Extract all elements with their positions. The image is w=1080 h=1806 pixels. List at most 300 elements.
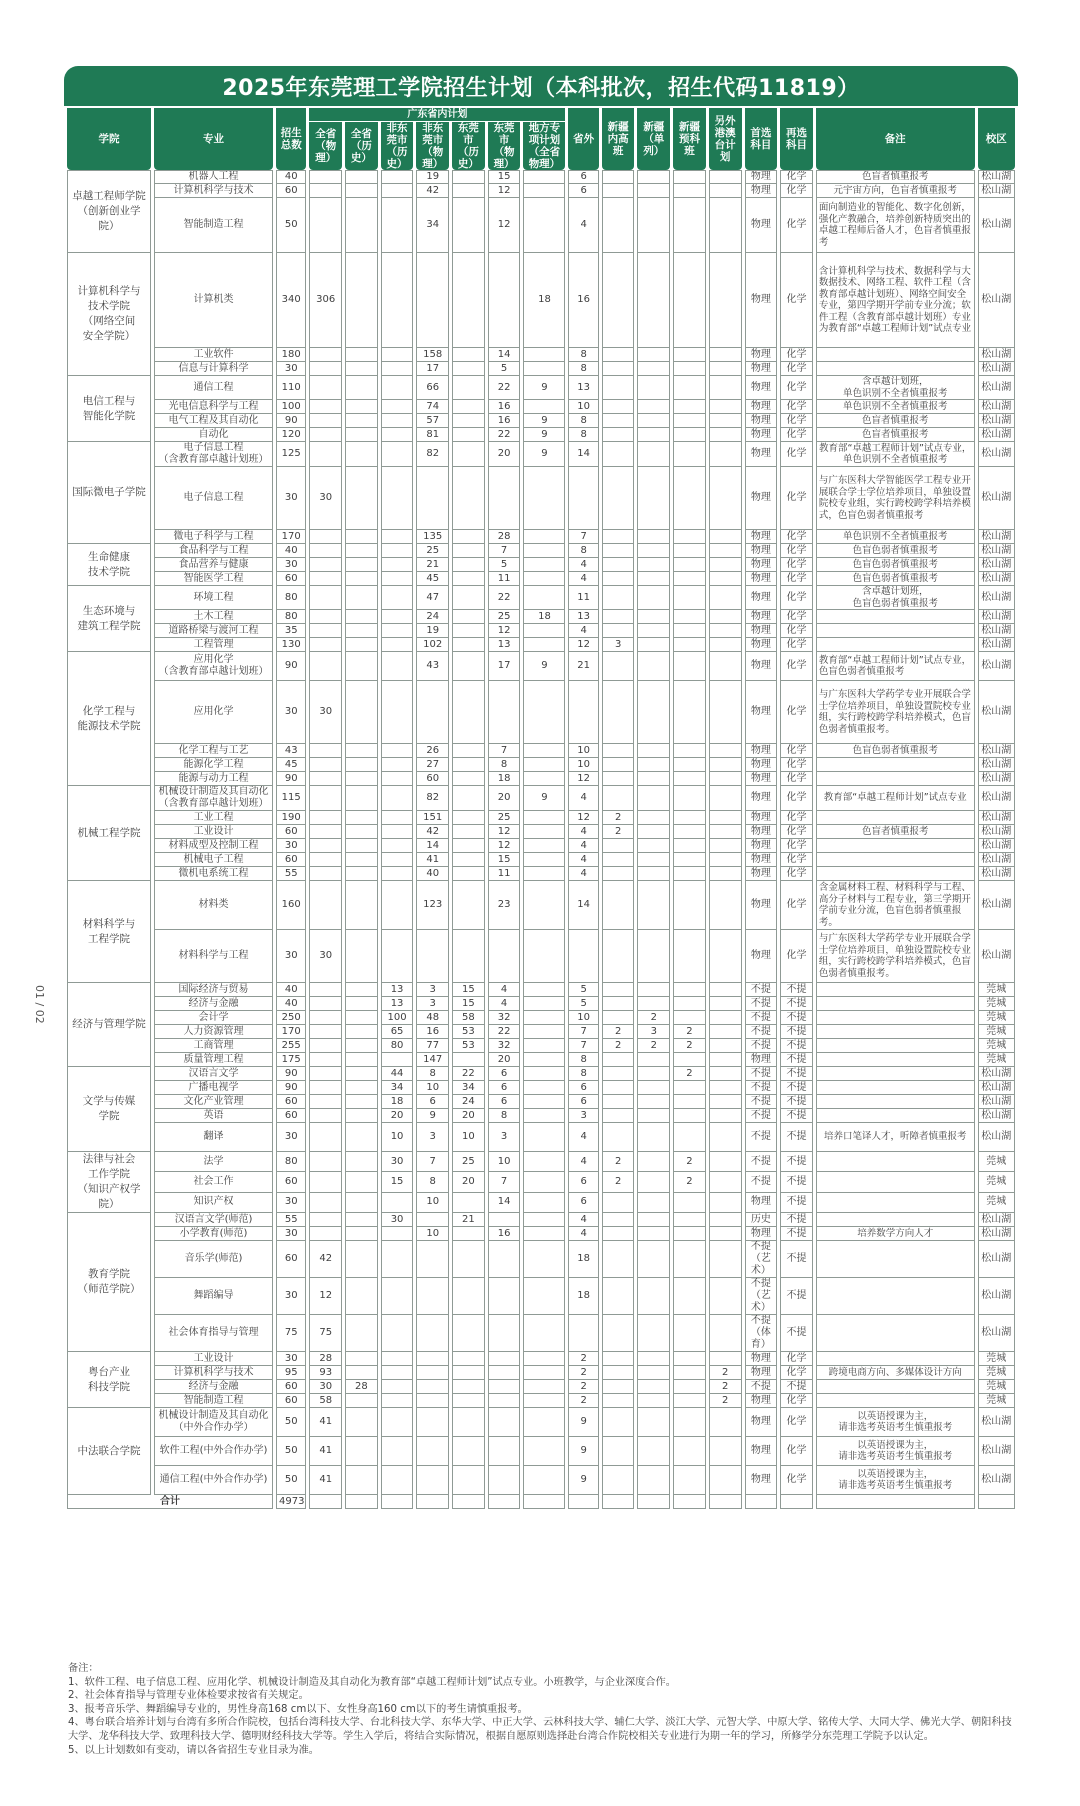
second-subject-cell: 不提 bbox=[780, 1095, 813, 1109]
xj-inner-cell bbox=[602, 1278, 635, 1315]
total-empty-cell bbox=[416, 1495, 449, 1509]
first-subject-cell: 不提 bbox=[745, 1039, 778, 1053]
all-physics-cell: 41 bbox=[309, 1437, 342, 1466]
outside-cell: 5 bbox=[568, 983, 598, 997]
xj-single-cell bbox=[637, 1466, 670, 1495]
table-row bbox=[67, 1352, 1015, 1366]
campus-cell: 松山湖 bbox=[978, 624, 1015, 638]
total-cell: 90 bbox=[276, 1067, 306, 1081]
xj-prep-cell bbox=[673, 253, 706, 348]
xj-inner-cell: 2 bbox=[602, 1039, 635, 1053]
local-special-cell bbox=[523, 558, 565, 572]
outside-cell: 4 bbox=[568, 1213, 598, 1227]
col-campus: 校区 bbox=[978, 108, 1015, 170]
total-cell: 40 bbox=[276, 544, 306, 558]
major-cell: 通信工程(中外合作办学) bbox=[154, 1466, 273, 1495]
first-subject-cell: 物理 bbox=[745, 1193, 778, 1213]
major-cell: 经济与金融 bbox=[154, 997, 273, 1011]
hmt-cell bbox=[709, 400, 742, 414]
all-history-cell bbox=[345, 1109, 378, 1123]
campus-cell: 莞城 bbox=[978, 1352, 1015, 1366]
campus-cell: 松山湖 bbox=[978, 544, 1015, 558]
col-local-special: 地方专项计划（全省物理） bbox=[523, 122, 565, 170]
outside-cell: 6 bbox=[568, 1172, 598, 1192]
dg-physics-cell bbox=[488, 1241, 521, 1278]
table-row bbox=[67, 786, 1015, 811]
major-cell: 会计学 bbox=[154, 1011, 273, 1025]
table-row bbox=[67, 1408, 1015, 1437]
nondg-history-cell bbox=[381, 400, 414, 414]
hmt-cell bbox=[709, 558, 742, 572]
second-subject-cell: 不提 bbox=[780, 1053, 813, 1067]
campus-cell: 松山湖 bbox=[978, 786, 1015, 811]
table-row bbox=[67, 1315, 1015, 1352]
local-special-cell bbox=[523, 362, 565, 376]
college-cell: 卓越工程师学院 （创新创业学院） bbox=[67, 170, 151, 253]
xj-single-cell bbox=[637, 530, 670, 544]
remark-cell bbox=[816, 1053, 975, 1067]
all-history-cell bbox=[345, 198, 378, 253]
first-subject-cell: 物理 bbox=[745, 1437, 778, 1466]
first-subject-cell: 物理 bbox=[745, 558, 778, 572]
major-cell: 国际经济与贸易 bbox=[154, 983, 273, 997]
all-history-cell bbox=[345, 1172, 378, 1192]
xj-prep-cell: 2 bbox=[673, 1025, 706, 1039]
hmt-cell bbox=[709, 586, 742, 610]
nondg-history-cell bbox=[381, 1437, 414, 1466]
total-cell: 90 bbox=[276, 772, 306, 786]
remark-cell: 单色识别不全者慎重报考 bbox=[816, 530, 975, 544]
hmt-cell bbox=[709, 544, 742, 558]
major-cell: 舞蹈编导 bbox=[154, 1278, 273, 1315]
notes-block bbox=[68, 1662, 1018, 1757]
hmt-cell bbox=[709, 610, 742, 624]
dg-history-cell bbox=[452, 442, 485, 467]
first-subject-cell: 物理 bbox=[745, 652, 778, 681]
nondg-history-cell bbox=[381, 572, 414, 586]
local-special-cell bbox=[523, 997, 565, 1011]
outside-cell: 7 bbox=[568, 1039, 598, 1053]
xj-single-cell: 3 bbox=[637, 1025, 670, 1039]
nondg-physics-cell: 123 bbox=[416, 881, 449, 930]
total-cell: 60 bbox=[276, 825, 306, 839]
table-row bbox=[67, 997, 1015, 1011]
first-subject-cell: 物理 bbox=[745, 853, 778, 867]
remark-cell bbox=[816, 1152, 975, 1172]
total-cell: 60 bbox=[276, 572, 306, 586]
xj-single-cell bbox=[637, 170, 670, 184]
local-special-cell bbox=[523, 853, 565, 867]
dg-physics-cell: 22 bbox=[488, 586, 521, 610]
campus-cell: 松山湖 bbox=[978, 811, 1015, 825]
xj-prep-cell bbox=[673, 414, 706, 428]
nondg-physics-cell: 10 bbox=[416, 1227, 449, 1241]
campus-cell: 莞城 bbox=[978, 997, 1015, 1011]
all-physics-cell bbox=[309, 414, 342, 428]
all-physics-cell bbox=[309, 1152, 342, 1172]
nondg-physics-cell: 47 bbox=[416, 586, 449, 610]
all-history-cell bbox=[345, 652, 378, 681]
campus-cell: 松山湖 bbox=[978, 1123, 1015, 1152]
total-cell: 95 bbox=[276, 1366, 306, 1380]
major-cell: 自动化 bbox=[154, 428, 273, 442]
campus-cell: 松山湖 bbox=[978, 1109, 1015, 1123]
second-subject-cell: 不提 bbox=[780, 1193, 813, 1213]
xj-inner-cell bbox=[602, 853, 635, 867]
total-cell: 90 bbox=[276, 1081, 306, 1095]
campus-cell: 松山湖 bbox=[978, 1466, 1015, 1495]
xj-inner-cell bbox=[602, 744, 635, 758]
all-physics-cell bbox=[309, 1213, 342, 1227]
nondg-physics-cell: 45 bbox=[416, 572, 449, 586]
campus-cell: 松山湖 bbox=[978, 198, 1015, 253]
table-row bbox=[67, 825, 1015, 839]
first-subject-cell: 不提 bbox=[745, 983, 778, 997]
xj-prep-cell bbox=[673, 586, 706, 610]
first-subject-cell: 不提 （艺术） bbox=[745, 1241, 778, 1278]
xj-inner-cell bbox=[602, 758, 635, 772]
nondg-history-cell: 10 bbox=[381, 1123, 414, 1152]
college-cell: 化学工程与 能源技术学院 bbox=[67, 652, 151, 786]
local-special-cell bbox=[523, 1366, 565, 1380]
first-subject-cell: 物理 bbox=[745, 772, 778, 786]
all-physics-cell: 42 bbox=[309, 1241, 342, 1278]
major-cell: 机器人工程 bbox=[154, 170, 273, 184]
table-row bbox=[67, 1437, 1015, 1466]
nondg-history-cell bbox=[381, 867, 414, 881]
second-subject-cell: 化学 bbox=[780, 681, 813, 744]
second-subject-cell: 不提 bbox=[780, 1039, 813, 1053]
hmt-cell: 2 bbox=[709, 1366, 742, 1380]
major-cell: 能源化学工程 bbox=[154, 758, 273, 772]
xj-inner-cell bbox=[602, 1394, 635, 1408]
second-subject-cell: 化学 bbox=[780, 544, 813, 558]
all-history-cell bbox=[345, 624, 378, 638]
local-special-cell bbox=[523, 811, 565, 825]
col-first-subject: 首选科目 bbox=[745, 108, 778, 170]
total-cell: 80 bbox=[276, 586, 306, 610]
xj-inner-cell bbox=[602, 1366, 635, 1380]
total-cell: 80 bbox=[276, 1152, 306, 1172]
all-history-cell bbox=[345, 758, 378, 772]
outside-cell: 14 bbox=[568, 442, 598, 467]
xj-prep-cell bbox=[673, 400, 706, 414]
xj-prep-cell bbox=[673, 610, 706, 624]
dg-physics-cell: 11 bbox=[488, 867, 521, 881]
nondg-history-cell bbox=[381, 348, 414, 362]
first-subject-cell: 物理 bbox=[745, 758, 778, 772]
remark-cell bbox=[816, 983, 975, 997]
major-cell: 工业软件 bbox=[154, 348, 273, 362]
nondg-history-cell bbox=[381, 1193, 414, 1213]
all-physics-cell: 28 bbox=[309, 1352, 342, 1366]
total-cell: 60 bbox=[276, 184, 306, 198]
table-row bbox=[67, 544, 1015, 558]
col-total: 招生总数 bbox=[276, 108, 306, 170]
xj-single-cell bbox=[637, 428, 670, 442]
xj-prep-cell bbox=[673, 930, 706, 983]
nondg-physics-cell bbox=[416, 1394, 449, 1408]
nondg-physics-cell bbox=[416, 1213, 449, 1227]
major-cell: 软件工程(中外合作办学) bbox=[154, 1437, 273, 1466]
all-history-cell bbox=[345, 400, 378, 414]
all-physics-cell: 30 bbox=[309, 1380, 342, 1394]
hmt-cell bbox=[709, 198, 742, 253]
xj-single-cell bbox=[637, 1172, 670, 1192]
dg-history-cell: 22 bbox=[452, 1067, 485, 1081]
nondg-physics-cell: 41 bbox=[416, 853, 449, 867]
hmt-cell bbox=[709, 825, 742, 839]
remark-cell bbox=[816, 1109, 975, 1123]
outside-cell: 6 bbox=[568, 184, 598, 198]
local-special-cell bbox=[523, 744, 565, 758]
nondg-physics-cell: 17 bbox=[416, 362, 449, 376]
all-physics-cell bbox=[309, 442, 342, 467]
xj-single-cell bbox=[637, 348, 670, 362]
dg-physics-cell: 20 bbox=[488, 786, 521, 811]
table-row bbox=[67, 930, 1015, 983]
college-cell: 经济与管理学院 bbox=[67, 983, 151, 1067]
local-special-cell bbox=[523, 530, 565, 544]
hmt-cell bbox=[709, 428, 742, 442]
all-history-cell bbox=[345, 1193, 378, 1213]
local-special-cell bbox=[523, 681, 565, 744]
table-row bbox=[67, 1123, 1015, 1152]
dg-physics-cell: 12 bbox=[488, 825, 521, 839]
nondg-history-cell bbox=[381, 638, 414, 652]
dg-physics-cell: 13 bbox=[488, 638, 521, 652]
xj-inner-cell bbox=[602, 881, 635, 930]
local-special-cell bbox=[523, 1053, 565, 1067]
xj-inner-cell bbox=[602, 1067, 635, 1081]
major-cell: 汉语言文学 bbox=[154, 1067, 273, 1081]
nondg-physics-cell: 147 bbox=[416, 1053, 449, 1067]
table-row bbox=[67, 867, 1015, 881]
table-row bbox=[67, 1152, 1015, 1172]
nondg-history-cell bbox=[381, 610, 414, 624]
hmt-cell bbox=[709, 376, 742, 400]
second-subject-cell: 化学 bbox=[780, 198, 813, 253]
second-subject-cell: 不提 bbox=[780, 1067, 813, 1081]
campus-cell: 松山湖 bbox=[978, 376, 1015, 400]
campus-cell: 莞城 bbox=[978, 1394, 1015, 1408]
nondg-physics-cell bbox=[416, 1380, 449, 1394]
all-history-cell bbox=[345, 1123, 378, 1152]
table-row bbox=[67, 1053, 1015, 1067]
total-empty-cell bbox=[452, 1495, 485, 1509]
total-cell: 50 bbox=[276, 198, 306, 253]
campus-cell: 松山湖 bbox=[978, 681, 1015, 744]
outside-cell: 4 bbox=[568, 558, 598, 572]
nondg-physics-cell: 57 bbox=[416, 414, 449, 428]
col-xj-single: 新疆（单列） bbox=[637, 108, 670, 170]
nondg-physics-cell: 40 bbox=[416, 867, 449, 881]
nondg-history-cell bbox=[381, 1466, 414, 1495]
major-cell: 机械设计制造及其自动化 （中外合作办学） bbox=[154, 1408, 273, 1437]
second-subject-cell: 化学 bbox=[780, 376, 813, 400]
nondg-physics-cell: 81 bbox=[416, 428, 449, 442]
xj-inner-cell: 2 bbox=[602, 825, 635, 839]
outside-cell: 7 bbox=[568, 530, 598, 544]
nondg-history-cell: 100 bbox=[381, 1011, 414, 1025]
nondg-history-cell bbox=[381, 624, 414, 638]
nondg-physics-cell bbox=[416, 1315, 449, 1352]
outside-cell bbox=[568, 467, 598, 530]
all-physics-cell bbox=[309, 1081, 342, 1095]
nondg-physics-cell: 14 bbox=[416, 839, 449, 853]
all-physics-cell: 75 bbox=[309, 1315, 342, 1352]
xj-prep-cell bbox=[673, 1466, 706, 1495]
local-special-cell bbox=[523, 930, 565, 983]
hmt-cell bbox=[709, 652, 742, 681]
major-cell: 机械电子工程 bbox=[154, 853, 273, 867]
total-cell: 30 bbox=[276, 1193, 306, 1213]
all-physics-cell bbox=[309, 997, 342, 1011]
first-subject-cell: 物理 bbox=[745, 467, 778, 530]
all-history-cell bbox=[345, 786, 378, 811]
first-subject-cell: 不提 bbox=[745, 1067, 778, 1081]
college-cell: 中法联合学院 bbox=[67, 1408, 151, 1495]
total-cell: 45 bbox=[276, 758, 306, 772]
second-subject-cell: 化学 bbox=[780, 572, 813, 586]
second-subject-cell: 不提 bbox=[780, 1025, 813, 1039]
nondg-physics-cell bbox=[416, 930, 449, 983]
dg-history-cell: 24 bbox=[452, 1095, 485, 1109]
nondg-physics-cell bbox=[416, 1466, 449, 1495]
note-item: 2、社会体育指导与管理专业体检要求按省有关规定。 bbox=[68, 1690, 309, 1702]
outside-cell: 5 bbox=[568, 997, 598, 1011]
xj-prep-cell bbox=[673, 544, 706, 558]
nondg-physics-cell: 102 bbox=[416, 638, 449, 652]
first-subject-cell: 物理 bbox=[745, 681, 778, 744]
campus-cell: 松山湖 bbox=[978, 1241, 1015, 1278]
second-subject-cell: 不提 bbox=[780, 1011, 813, 1025]
campus-cell: 松山湖 bbox=[978, 638, 1015, 652]
total-cell: 50 bbox=[276, 1466, 306, 1495]
hmt-cell bbox=[709, 572, 742, 586]
total-cell: 30 bbox=[276, 1227, 306, 1241]
table-row bbox=[67, 170, 1015, 184]
total-cell: 90 bbox=[276, 652, 306, 681]
first-subject-cell: 不提 bbox=[745, 1095, 778, 1109]
second-subject-cell: 化学 bbox=[780, 170, 813, 184]
xj-inner-cell bbox=[602, 930, 635, 983]
remark-cell bbox=[816, 1095, 975, 1109]
major-cell: 知识产权 bbox=[154, 1193, 273, 1213]
dg-physics-cell: 10 bbox=[488, 1152, 521, 1172]
xj-inner-cell bbox=[602, 558, 635, 572]
all-history-cell bbox=[345, 362, 378, 376]
nondg-physics-cell: 3 bbox=[416, 1123, 449, 1152]
major-cell: 广播电视学 bbox=[154, 1081, 273, 1095]
xj-single-cell bbox=[637, 638, 670, 652]
total-row bbox=[67, 1495, 1015, 1509]
table-row bbox=[67, 558, 1015, 572]
xj-single-cell bbox=[637, 1278, 670, 1315]
dg-history-cell: 20 bbox=[452, 1109, 485, 1123]
first-subject-cell: 物理 bbox=[745, 442, 778, 467]
all-history-cell bbox=[345, 572, 378, 586]
local-special-cell bbox=[523, 638, 565, 652]
total-cell: 60 bbox=[276, 1172, 306, 1192]
dg-history-cell bbox=[452, 558, 485, 572]
dg-history-cell bbox=[452, 376, 485, 400]
campus-cell: 松山湖 bbox=[978, 170, 1015, 184]
xj-single-cell bbox=[637, 1081, 670, 1095]
major-cell: 音乐学(师范) bbox=[154, 1241, 273, 1278]
total-cell: 125 bbox=[276, 442, 306, 467]
campus-cell: 松山湖 bbox=[978, 853, 1015, 867]
remark-cell bbox=[816, 811, 975, 825]
xj-single-cell bbox=[637, 983, 670, 997]
table-row bbox=[67, 348, 1015, 362]
campus-cell: 松山湖 bbox=[978, 1315, 1015, 1352]
campus-cell: 莞城 bbox=[978, 1380, 1015, 1394]
all-physics-cell bbox=[309, 610, 342, 624]
outside-cell: 10 bbox=[568, 758, 598, 772]
local-special-cell: 18 bbox=[523, 610, 565, 624]
xj-inner-cell bbox=[602, 1380, 635, 1394]
col-dg-physics: 东莞市（物理） bbox=[488, 122, 521, 170]
nondg-history-cell bbox=[381, 1053, 414, 1067]
nondg-history-cell: 30 bbox=[381, 1152, 414, 1172]
all-history-cell bbox=[345, 184, 378, 198]
hmt-cell bbox=[709, 881, 742, 930]
total-cell: 35 bbox=[276, 624, 306, 638]
outside-cell: 16 bbox=[568, 253, 598, 348]
campus-cell: 松山湖 bbox=[978, 1278, 1015, 1315]
all-physics-cell bbox=[309, 572, 342, 586]
nondg-physics-cell: 135 bbox=[416, 530, 449, 544]
table-row bbox=[67, 362, 1015, 376]
xj-single-cell bbox=[637, 1213, 670, 1227]
dg-history-cell: 53 bbox=[452, 1039, 485, 1053]
note-item: 4、粤台联合培养计划与台湾有多所合作院校，包括台湾科技大学、台北科技大学、东华大学、中正大学、云林科技大学、辅仁大学、淡江大学、元智大学、中原大学、铭传大学、大同大学、佛光大学、朝阳科技大学、龙华科技大学、致理科技大学、德明财经科技大学等。学生入学后，将结合实际情况，根据自愿原则选择赴台湾合作院校相关专业进行为期一年的学习，所修学分东莞理工学院予以认定。 bbox=[68, 1717, 1012, 1742]
xj-single-cell bbox=[637, 1241, 670, 1278]
nondg-history-cell bbox=[381, 170, 414, 184]
dg-history-cell bbox=[452, 786, 485, 811]
first-subject-cell: 物理 bbox=[745, 811, 778, 825]
xj-prep-cell: 2 bbox=[673, 1172, 706, 1192]
xj-prep-cell bbox=[673, 530, 706, 544]
xj-prep-cell bbox=[673, 558, 706, 572]
all-physics-cell bbox=[309, 1193, 342, 1213]
local-special-cell bbox=[523, 881, 565, 930]
xj-prep-cell bbox=[673, 1366, 706, 1380]
dg-history-cell bbox=[452, 867, 485, 881]
all-physics-cell: 30 bbox=[309, 467, 342, 530]
first-subject-cell: 物理 bbox=[745, 530, 778, 544]
all-physics-cell bbox=[309, 786, 342, 811]
xj-single-cell bbox=[637, 811, 670, 825]
dg-history-cell bbox=[452, 624, 485, 638]
local-special-cell bbox=[523, 1067, 565, 1081]
col-outside: 省外 bbox=[568, 108, 598, 170]
dg-history-cell bbox=[452, 853, 485, 867]
first-subject-cell: 物理 bbox=[745, 1227, 778, 1241]
xj-inner-cell: 3 bbox=[602, 638, 635, 652]
xj-inner-cell bbox=[602, 1095, 635, 1109]
xj-prep-cell bbox=[673, 467, 706, 530]
dg-history-cell bbox=[452, 362, 485, 376]
college-cell: 计算机科学与 技术学院 （网络空间 安全学院） bbox=[67, 253, 151, 376]
dg-history-cell bbox=[452, 1278, 485, 1315]
remark-cell bbox=[816, 867, 975, 881]
xj-prep-cell bbox=[673, 442, 706, 467]
all-history-cell bbox=[345, 825, 378, 839]
hmt-cell bbox=[709, 1095, 742, 1109]
nondg-history-cell bbox=[381, 1241, 414, 1278]
